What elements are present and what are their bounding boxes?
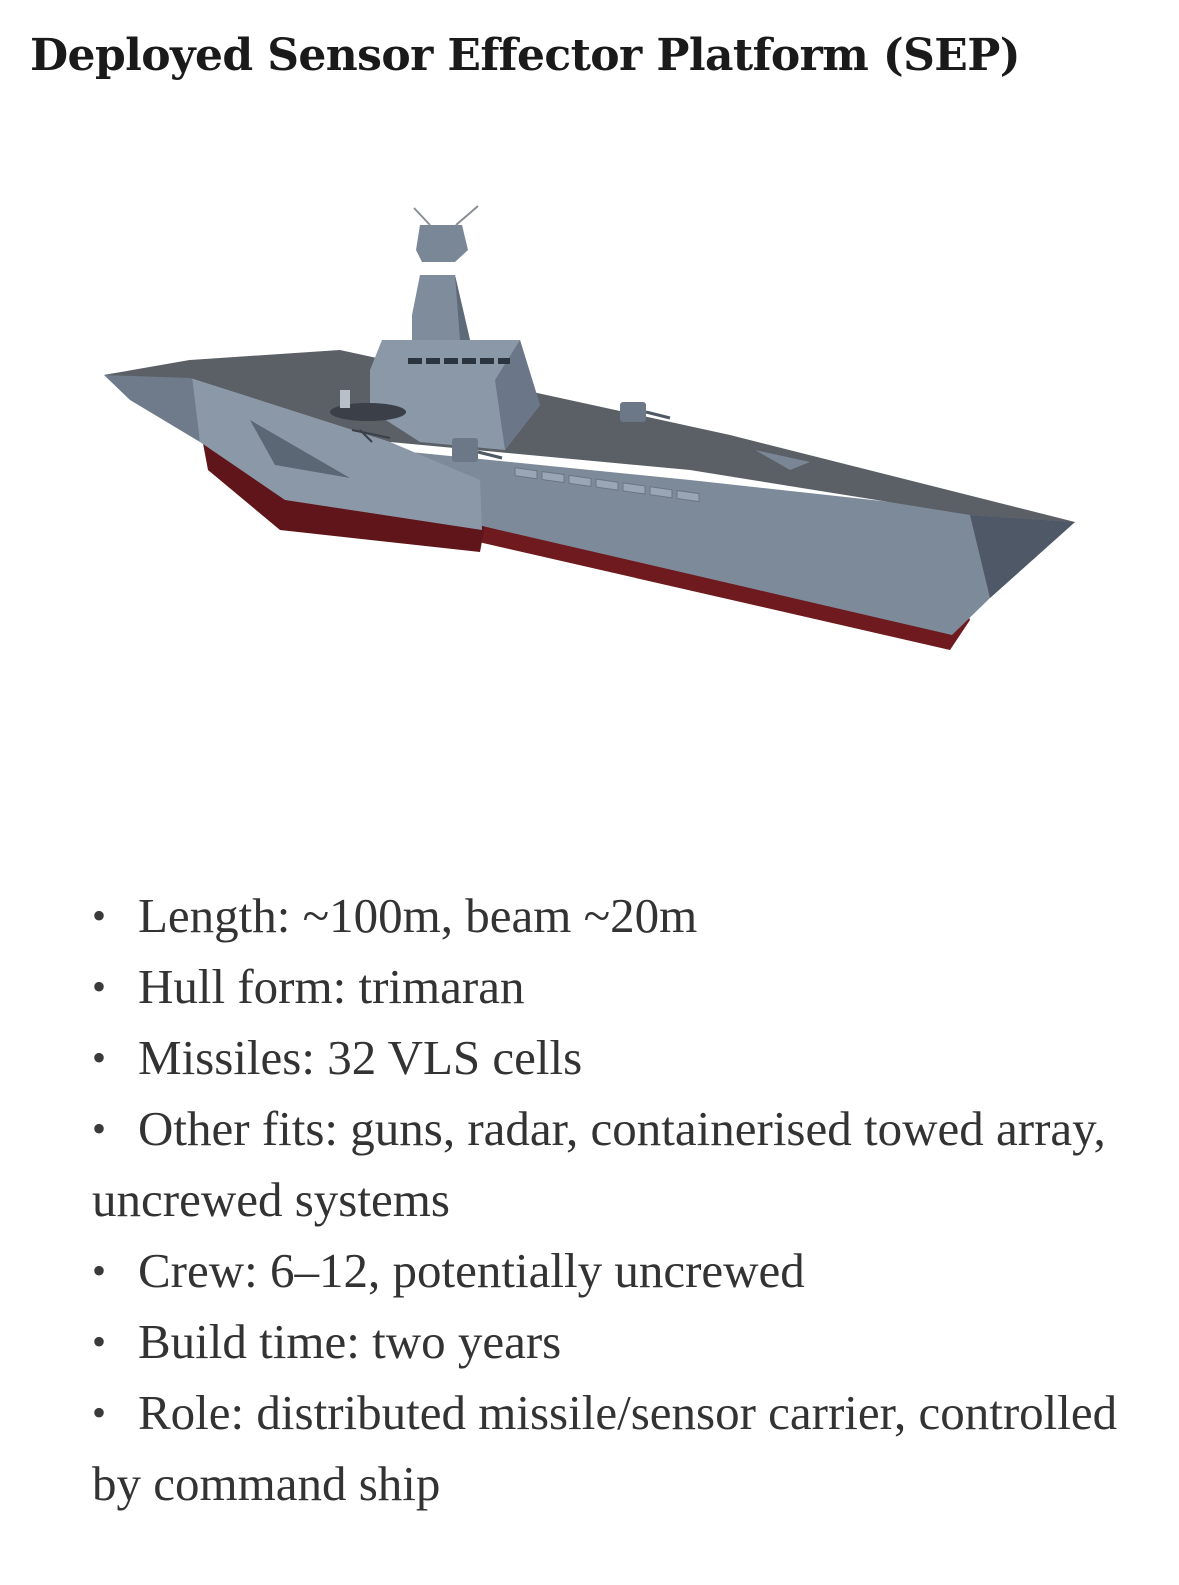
list-item [92,1377,1142,1519]
spec-text: Crew: 6–12, potentially uncrewed [138,1243,805,1298]
spec-text: Role: distributed missile/sensor carrier, controlled by command ship [92,1385,1118,1511]
bullet-point: • [92,1106,107,1151]
specification-list [92,880,1142,1519]
list-item [92,1093,1142,1235]
bullet-point: • [92,1390,107,1435]
list-item [92,1022,1142,1093]
list-item [92,1235,1142,1306]
radar-array [416,225,468,262]
forward-gun [620,402,670,422]
ship-illustration [90,180,1090,680]
spec-text: Length: ~100m, beam ~20m [138,888,698,943]
spec-text: Build time: two years [138,1314,562,1369]
bullet-point: • [92,1319,107,1364]
spec-text: Hull form: trimaran [138,959,525,1014]
page-title: Deployed Sensor Effector Platform (SEP) [30,30,1020,81]
bullet-point: • [92,964,107,1009]
list-item [92,951,1142,1022]
list-item [92,880,1142,951]
spec-text: Missiles: 32 VLS cells [138,1030,583,1085]
warship-render-icon [90,180,1090,680]
list-item [92,1306,1142,1377]
bullet-point: • [92,1248,107,1293]
bullet-point: • [92,893,107,938]
spec-text: Other fits: guns, radar, containerised towed array, uncrewed systems [92,1101,1106,1227]
bullet-point: • [92,1035,107,1080]
